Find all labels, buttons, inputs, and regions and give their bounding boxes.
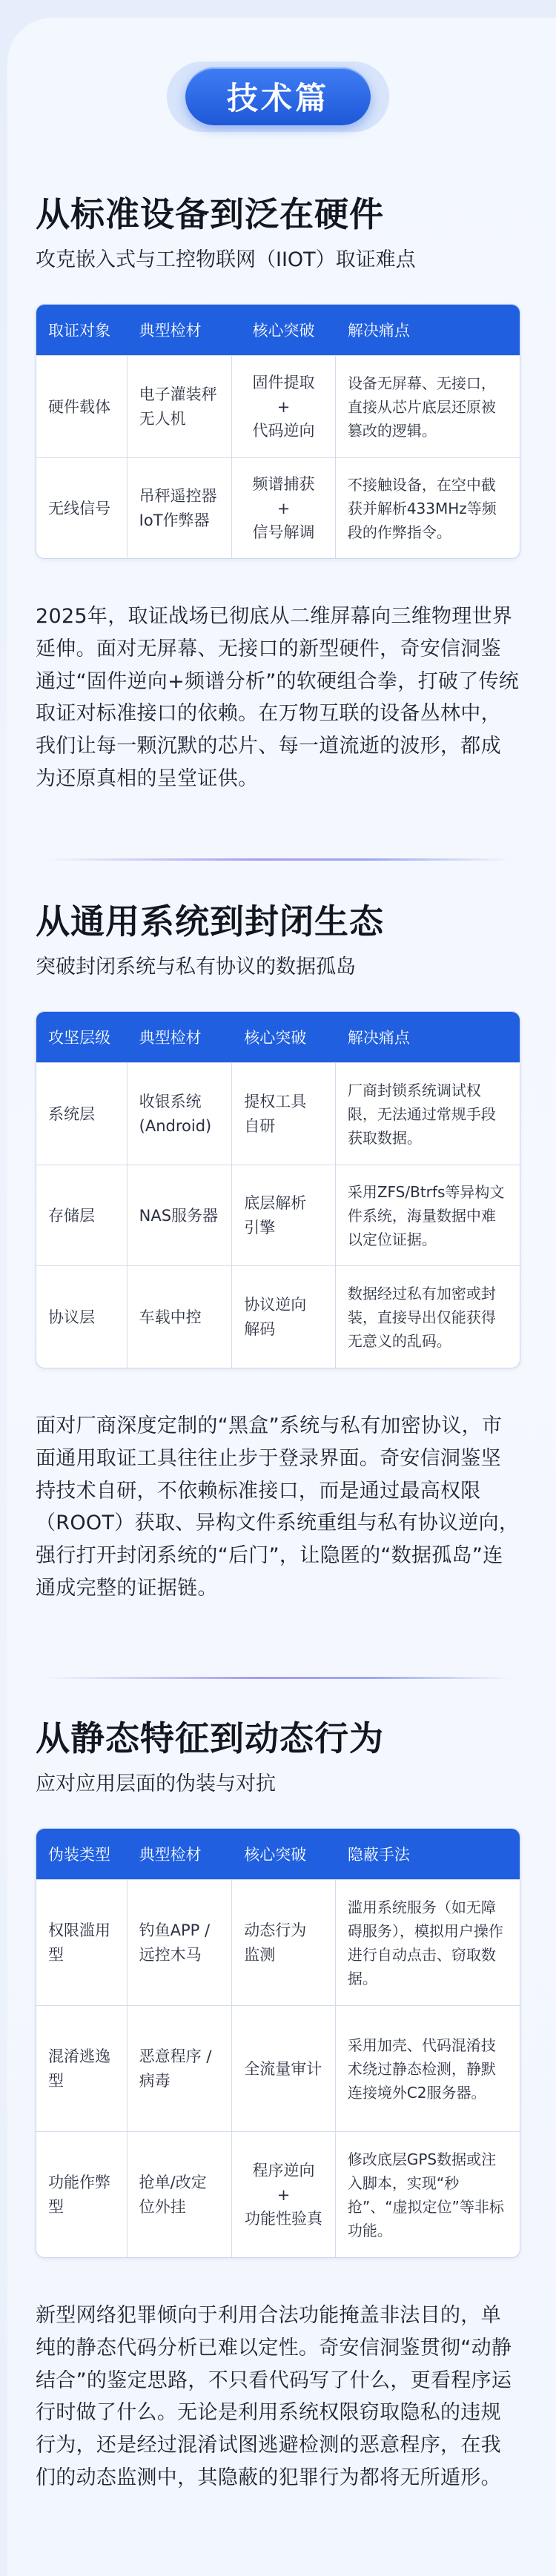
table-cell: 系统层 bbox=[48, 1105, 95, 1123]
section-divider bbox=[44, 858, 512, 861]
table-header-row bbox=[36, 1012, 520, 1062]
table-cell: 功能作弊型 bbox=[48, 2173, 110, 2216]
table-row bbox=[36, 2131, 520, 2257]
table-cell: 滥用系统服务（如无障碍服务），模拟用户操作进行自动点击、窃取数据。 bbox=[335, 1880, 520, 2005]
section-hardware bbox=[36, 194, 520, 795]
banner bbox=[0, 52, 556, 141]
table-row bbox=[36, 355, 520, 457]
table-header-cell: 典型检材 bbox=[127, 305, 232, 355]
section-title: 从通用系统到封闭生态 bbox=[36, 901, 384, 941]
table-header-cell: 核心突破 bbox=[231, 1829, 335, 1879]
data-table bbox=[36, 304, 520, 559]
section-paragraph: 2025年，取证战场已彻底从二维屏幕向三维物理世界延伸。面对无屏幕、无接口的新型硬件，奇安信洞鉴通过“固件逆向+频谱分析”的软硬组合拳，打破了传统取证对标准接口的依赖。在万物互联的设备丛林中，我们让每一颗沉默的芯片、每一道流逝的波形，都成为还原真相的呈堂证供。 bbox=[36, 605, 520, 790]
data-table bbox=[36, 1828, 520, 2258]
section-dynamic-behavior bbox=[36, 1718, 520, 2494]
table-header-cell: 典型检材 bbox=[127, 1829, 232, 1879]
table-header-cell: 隐蔽手法 bbox=[335, 1829, 520, 1879]
table-cell: 无线信号 bbox=[48, 499, 110, 517]
table-row bbox=[36, 2005, 520, 2131]
data-table bbox=[36, 1011, 520, 1368]
table-row bbox=[36, 1265, 520, 1368]
table-cell: 动态行为 监测 bbox=[231, 1880, 335, 2005]
table-cell: 设备无屏幕、无接口，直接从芯片底层还原被篡改的逻辑。 bbox=[335, 356, 520, 457]
section-subtitle: 突破封闭系统与私有协议的数据孤岛 bbox=[36, 956, 356, 979]
table-cell: 采用ZFS/Btrfs等异构文件系统，海量数据中难以定位证据。 bbox=[335, 1165, 520, 1265]
table-cell: 电子灌装秤 无人机 bbox=[127, 356, 232, 457]
section-title: 从标准设备到泛在硬件 bbox=[36, 194, 384, 234]
banner-label: 技术篇 bbox=[185, 67, 371, 125]
table-row bbox=[36, 457, 520, 558]
table-cell: 频谱捕获 + 信号解调 bbox=[231, 458, 335, 558]
section-paragraph: 新型网络犯罪倾向于利用合法功能掩盖非法目的，单纯的静态代码分析已难以定性。奇安信洞鉴贯彻“动静结合”的鉴定思路，不只看代码写了什么，更看程序运行时做了什么。无论是利用系统权限窃取隐私的违规行为，还是经过混淆试图逃避检测的恶意程序，在我们的动态监测中，其隐蔽的犯罪行为都将无所遁形。 bbox=[36, 2304, 512, 2489]
table-header-row bbox=[36, 1829, 520, 1879]
table-cell: 吊秤遥控器 IoT作弊器 bbox=[127, 458, 232, 558]
table-header-cell: 伪装类型 bbox=[48, 1846, 110, 1864]
table-cell: 协议逆向 解码 bbox=[231, 1266, 335, 1368]
table-cell: 硬件载体 bbox=[48, 397, 110, 416]
table-row bbox=[36, 1165, 520, 1265]
table-cell: 底层解析 引擎 bbox=[231, 1165, 335, 1265]
table-cell: 固件提取 + 代码逆向 bbox=[231, 356, 335, 457]
table-row bbox=[36, 1879, 520, 2005]
section-subtitle: 攻克嵌入式与工控物联网（IIOT）取证难点 bbox=[36, 248, 416, 272]
table-row bbox=[36, 1062, 520, 1165]
table-cell: 协议层 bbox=[48, 1308, 95, 1326]
table-cell: 车载中控 bbox=[127, 1266, 232, 1368]
table-header-cell: 取证对象 bbox=[48, 322, 110, 340]
section-subtitle: 应对应用层面的伪装与对抗 bbox=[36, 1772, 276, 1796]
table-header-cell: 核心突破 bbox=[231, 1012, 335, 1062]
section-paragraph: 面对厂商深度定制的“黑盒”系统与私有加密协议，市面通用取证工具往往止步于登录界面。奇安信洞鉴坚持技术自研，不依赖标准接口，而是通过最高权限（ROOT）获取、异构文件系统重组与私有协议逆向，强行打开封闭系统的“后门”，让隐匿的“数据孤岛”连通成完整的证据链。 bbox=[36, 1414, 520, 1600]
table-header-cell: 解决痛点 bbox=[335, 1012, 520, 1062]
table-cell: 存储层 bbox=[48, 1206, 95, 1225]
table-cell: 权限滥用型 bbox=[48, 1921, 110, 1964]
table-cell: 修改底层GPS数据或注入脚本，实现“秒抢”、“虚拟定位”等非标功能。 bbox=[335, 2132, 520, 2257]
table-cell: 收银系统 (Android) bbox=[127, 1063, 232, 1165]
section-title: 从静态特征到动态行为 bbox=[36, 1718, 384, 1758]
table-cell: 全流量审计 bbox=[231, 2006, 335, 2131]
table-cell: 混淆逃逸型 bbox=[48, 2047, 110, 2090]
table-header-cell: 攻坚层级 bbox=[48, 1029, 110, 1047]
section-divider bbox=[44, 1677, 512, 1679]
section-closed-ecosystem bbox=[36, 901, 520, 1605]
table-cell: 提权工具 自研 bbox=[231, 1063, 335, 1165]
table-cell: 采用加壳、代码混淆技术绕过静态检测，静默连接境外C2服务器。 bbox=[335, 2006, 520, 2131]
table-cell: 不接触设备，在空中截获并解析433MHz等频段的作弊指令。 bbox=[335, 458, 520, 558]
table-header-cell: 解决痛点 bbox=[335, 305, 520, 355]
table-cell: 抢单/改定 位外挂 bbox=[127, 2132, 232, 2257]
table-cell: 恶意程序 / 病毒 bbox=[127, 2006, 232, 2131]
table-cell: NAS服务器 bbox=[127, 1165, 232, 1265]
table-cell: 程序逆向 + 功能性验真 bbox=[231, 2132, 335, 2257]
table-header-row bbox=[36, 305, 520, 355]
table-header-cell: 核心突破 bbox=[231, 305, 335, 355]
table-cell: 数据经过私有加密或封装，直接导出仅能获得无意义的乱码。 bbox=[335, 1266, 520, 1368]
table-cell: 厂商封锁系统调试权限，无法通过常规手段获取数据。 bbox=[335, 1063, 520, 1165]
table-header-cell: 典型检材 bbox=[127, 1012, 232, 1062]
table-cell: 钓鱼APP / 远控木马 bbox=[127, 1880, 232, 2005]
